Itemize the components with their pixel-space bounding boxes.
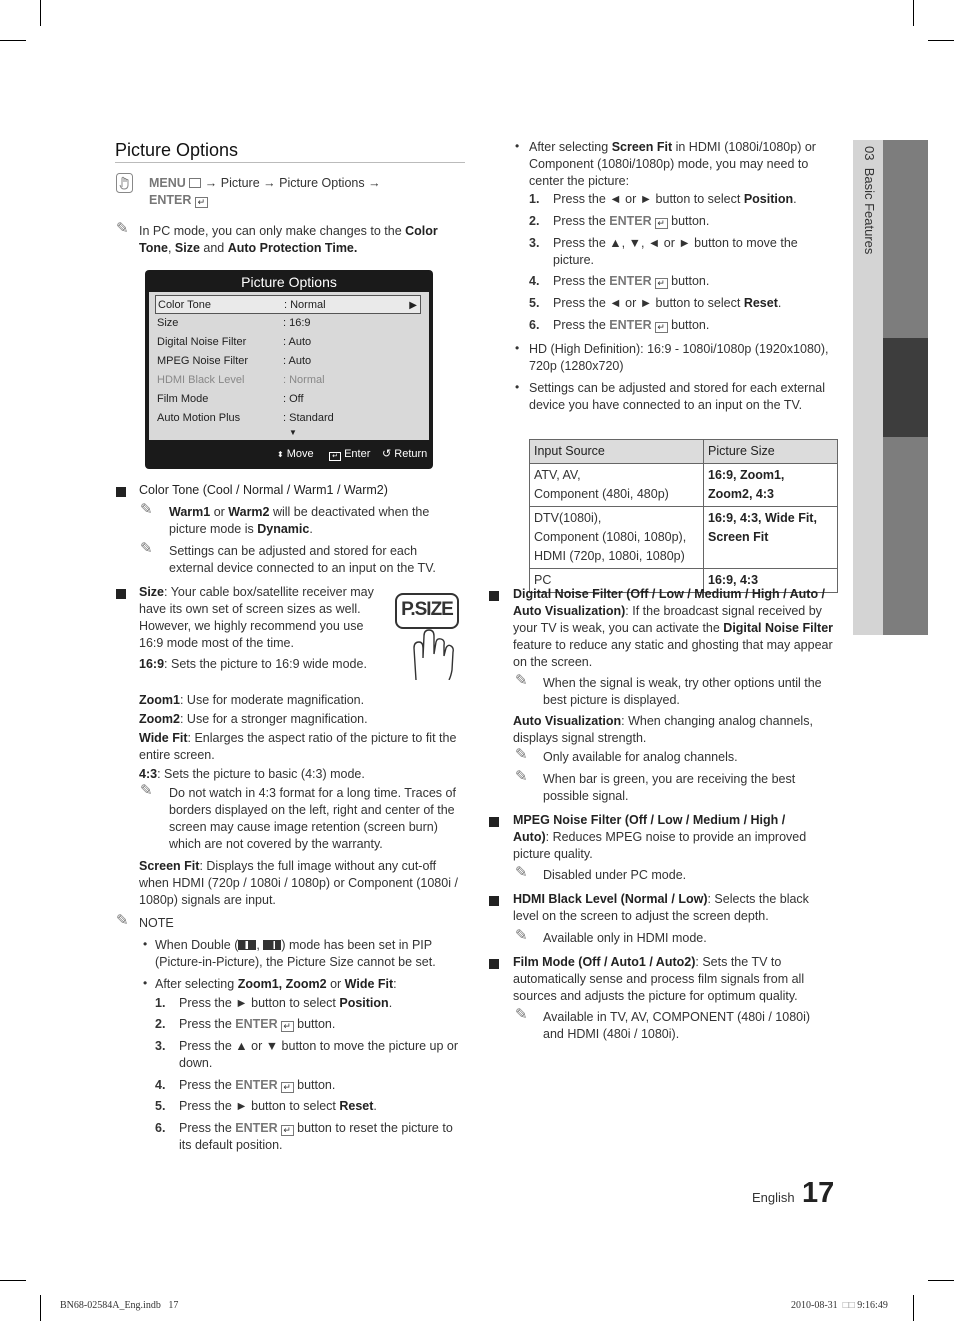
size-wide-fit: Wide Fit: Enlarges the aspect ratio of the picture to fit the entire screen. [139,731,457,762]
section-bullet [489,894,499,911]
size-16-9: 16:9: Sets the picture to 16:9 wide mode. [139,657,367,671]
side-tab-block [883,140,928,338]
hdmi-note: Available only in HDMI mode. [543,931,707,945]
psize-label: P.SIZE [401,599,453,620]
section-bullet [116,587,126,604]
dnf-description: Digital Noise Filter (Off / Low / Medium / High / Auto / Auto Visualization): If the broadcast signal received by your TV is weak, you can activate the Digital Noise Filter feature to reduce any static and ghosting that may appear on the screen. [513,587,834,669]
size-4-3-note: Do not watch in 4:3 format for a long time. Traces of borders displayed on the left, right and center of the screen may cause image retention (screen burn) which are not covered by the warranty. [169,786,456,851]
bullet: • [515,341,520,355]
scroll-down-icon: ▼ [289,428,297,437]
table-cell: 16:9, Zoom1, Zoom2, 4:3 [704,464,838,507]
enter-icon: ↵ [281,1021,294,1032]
page-number: 17 [802,1177,835,1209]
table-header: Picture Size [704,440,838,464]
note-pencil-icon: ✎ [116,220,129,237]
table-cell: 16:9, 4:3, Wide Fit, Screen Fit [704,507,838,569]
menu-path: MENU → Picture → Picture Options → ENTER ↵ [149,176,381,207]
color-tone-note-1: Warm1 or Warm2 will be deactivated when the picture mode is Dynamic. [169,505,430,536]
size-4-3: 4:3: Sets the picture to basic (4:3) mode. [139,767,365,781]
table-header-row [530,440,838,464]
side-tab-block-active [883,338,928,437]
updown-icon: ⬍ [277,450,284,459]
note-pencil-icon: ✎ [515,927,528,944]
enter-icon: ↵ [195,197,208,208]
pc-mode-note: In PC mode, you can only make changes to the Color Tone, Size and Auto Protection Time. [139,224,438,255]
section-bullet [489,589,499,606]
enter-icon: ↵ [655,278,668,289]
crop-mark [0,1280,26,1281]
right-arrow-icon: ▶ [409,300,417,311]
menu-grid-icon [189,178,201,188]
enter-icon: ↵ [281,1125,294,1136]
bullet: • [143,937,148,951]
crop-mark [928,40,954,41]
mpeg-note: Disabled under PC mode. [543,868,687,882]
color-tone-note-2: Settings can be adjusted and stored for each external device connected to an input on the TV. [169,544,436,575]
osd-body [149,292,429,440]
color-tone-heading: Color Tone (Cool / Normal / Warm1 / Warm2) [139,483,388,497]
settings-note: Settings can be adjusted and stored for each external device you have connected to an input on the TV. [529,381,826,412]
size-description: Size: Your cable box/satellite receiver may have its own set of screen sizes as well. However, we highly recommend you use 16:9 mode most of the time. [139,585,374,650]
size-zoom2: Zoom2: Use for a stronger magnification. [139,712,368,726]
pip-icon [263,940,281,950]
osd-footer: ⬍ Move ↵ Enter ↺ Return [277,448,428,460]
psize-remote-icon [394,592,462,680]
enter-icon: ↵ [655,218,668,229]
enter-icon: ↵ [655,322,668,333]
osd-row-mpeg-noise-filter[interactable]: MPEG Noise Filter : Auto [157,355,312,367]
section-bullet [116,485,126,502]
osd-picture-options [145,270,433,469]
section-bullet [489,815,499,832]
bullet: • [515,139,520,153]
osd-row-hdmi-black-level: HDMI Black Level : Normal [157,374,325,386]
table-header: Input Source [530,440,704,464]
size-screen-fit: Screen Fit: Displays the full image without any cut-off when HDMI (720p / 1080i / 1080p) or Component (1080i / 1080p) signals are input. [139,859,458,907]
enter-icon: ↵ [329,452,341,461]
note-label: NOTE [139,916,174,930]
footer-language: English [752,1190,795,1205]
dnf-note-1: When the signal is weak, try other options until the best picture is displayed. [543,676,822,707]
side-tab-label: 03 Basic Features [862,146,877,255]
table-row [530,507,838,569]
note-pencil-icon: ✎ [116,912,129,929]
osd-title: Picture Options [241,274,337,290]
osd-row-size[interactable]: Size : 16:9 [157,317,311,329]
note-pencil-icon: ✎ [515,1006,528,1023]
note-bullet-double: When Double ( , ) mode has been set in PIP (Picture-in-Picture), the Picture Size cannot be set. [155,938,436,969]
table-cell: 16:9, 4:3 [704,569,838,593]
title-rule [115,162,465,163]
section-bullet [489,957,499,974]
osd-row-digital-noise-filter[interactable]: Digital Noise Filter : Auto [157,336,312,348]
table-cell: PC [530,569,704,593]
crop-mark [928,1280,954,1281]
note-pencil-icon: ✎ [515,746,528,763]
note-pencil-icon: ✎ [140,501,153,518]
side-tab-block [883,437,928,635]
print-timestamp: 2010-08-31 □□ 9:16:49 [791,1300,888,1311]
double-pip-icon [238,940,256,950]
note-pencil-icon: ✎ [140,540,153,557]
osd-row-auto-motion-plus[interactable]: Auto Motion Plus : Standard [157,412,334,424]
film-mode-description: Film Mode (Off / Auto1 / Auto2): Sets the TV to automatically sense and process film signals from all sources and adjusts the picture for optimum quality. [513,955,805,1003]
note-pencil-icon: ✎ [515,768,528,785]
osd-row-color-tone[interactable]: Color Tone : Normal ▶ [155,295,421,314]
hand-icon [116,173,133,193]
page-title: Picture Options [115,140,239,160]
print-file-info: BN68-02584A_Eng.indb 17 [60,1300,179,1311]
film-mode-note: Available in TV, AV, COMPONENT (480i / 1080i) and HDMI (480i / 1080i). [543,1010,811,1041]
osd-row-film-mode[interactable]: Film Mode : Off [157,393,304,405]
dnf-note-2: Only available for analog channels. [543,750,738,764]
screen-fit-note: After selecting Screen Fit in HDMI (1080i/1080p) or Component (1080i/1080p) mode, you may need to center the picture: [529,140,816,188]
crop-mark [40,1295,41,1321]
crop-mark [913,1295,914,1321]
crop-mark [913,0,914,26]
note-pencil-icon: ✎ [140,782,153,799]
table-cell: ATV, AV, Component (480i, 480p) [530,464,704,507]
mpeg-description: MPEG Noise Filter (Off / Low / Medium / High / Auto): Reduces MPEG noise to provide an improved picture quality. [513,813,807,861]
return-icon: ↺ [382,448,392,460]
bullet: • [515,380,520,394]
input-source-table [529,439,838,593]
enter-icon: ↵ [281,1082,294,1093]
table-row [530,464,838,507]
bullet: • [143,976,148,990]
dnf-note-3: When bar is green, you are receiving the best possible signal. [543,772,796,803]
note-bullet-zoom: After selecting Zoom1, Zoom2 or Wide Fit: [155,977,397,991]
auto-visualization: Auto Visualization: When changing analog channels, displays signal strength. [513,714,813,745]
crop-mark [0,40,26,41]
size-zoom1: Zoom1: Use for moderate magnification. [139,693,365,707]
hdmi-description: HDMI Black Level (Normal / Low): Selects the black level on the screen to adjust the screen depth. [513,892,809,923]
crop-mark [40,0,41,26]
table-cell: DTV(1080i), Component (1080i, 1080p), HDMI (720p, 1080i, 1080p) [530,507,704,569]
hd-note: HD (High Definition): 16:9 - 1080i/1080p (1920x1080), 720p (1280x720) [529,342,829,373]
note-pencil-icon: ✎ [515,864,528,881]
note-pencil-icon: ✎ [515,672,528,689]
